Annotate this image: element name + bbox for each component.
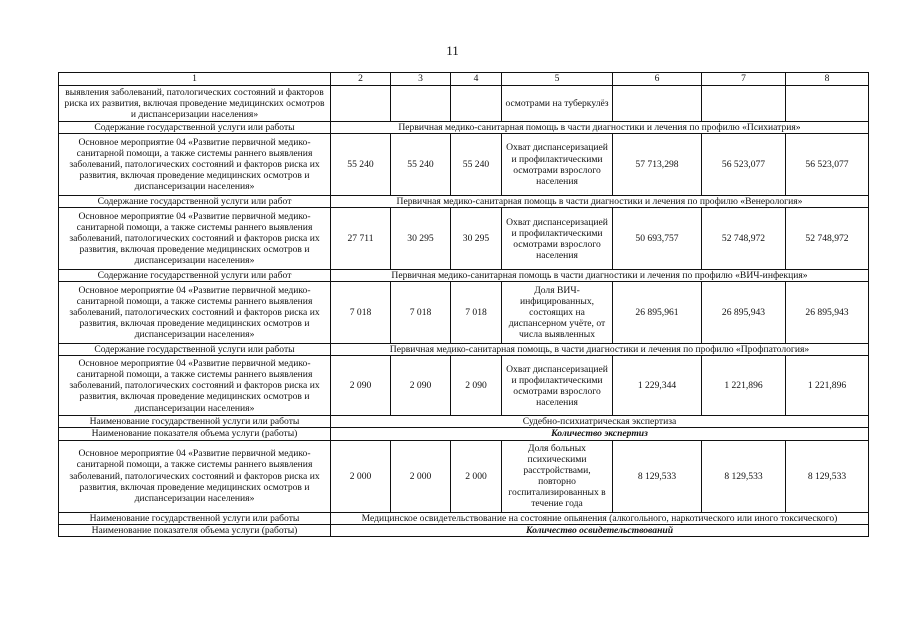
- value-col2: 2 000: [331, 440, 391, 512]
- section-title: Первичная медико-санитарная помощь в части диагностики и лечения по профилю «Венерология»: [331, 196, 869, 208]
- volume-indicator-label: Наименование показателя объема услуги (работы): [59, 428, 331, 440]
- value-col3: 2 000: [391, 440, 451, 512]
- section-title: Первичная медико-санитарная помощь в части диагностики и лечения по профилю «Психиатрия»: [331, 122, 869, 134]
- measure-description: Основное мероприятие 04 «Развитие первичной медико-санитарной помощи, а также системы раннего выявления заболеваний, патологических состояний и факторов риска их развития, включая проведение медицинских осмотров и диспансеризации населения»: [59, 356, 331, 416]
- col-header-6: 6: [613, 73, 702, 86]
- section-label: Содержание государственной услуги или работ: [59, 270, 331, 282]
- value-col4: 7 018: [451, 282, 502, 344]
- service-name-value: Медицинское освидетельствование на состояние опьянения (алкогольного, наркотического или иного токсического): [331, 512, 869, 524]
- value-col8: 26 895,943: [786, 282, 869, 344]
- value-col4: 2 000: [451, 440, 502, 512]
- continuation-row: [59, 86, 869, 122]
- value-col6: 26 895,961: [613, 282, 702, 344]
- value-col2: 55 240: [331, 134, 391, 196]
- measure-description: Основное мероприятие 04 «Развитие первичной медико-санитарной помощи, а также системы раннего выявления заболеваний, патологических состояний и факторов риска их развития, включая проведение медицинских осмотров и диспансеризации населения»: [59, 134, 331, 196]
- empty-cell: [451, 86, 502, 122]
- col-header-8: 8: [786, 73, 869, 86]
- value-col6: 50 693,757: [613, 208, 702, 270]
- value-col6: 8 129,533: [613, 440, 702, 512]
- measure-row: [59, 208, 869, 270]
- value-col3: 55 240: [391, 134, 451, 196]
- section-label: Содержание государственной услуги или работ: [59, 196, 331, 208]
- col-header-7: 7: [702, 73, 786, 86]
- value-col3: 30 295: [391, 208, 451, 270]
- section-title: Первичная медико-санитарная помощь, в части диагностики и лечения по профилю «Профпатология»: [331, 344, 869, 356]
- value-col4: 2 090: [451, 356, 502, 416]
- service-name-label: Наименование государственной услуги или работы: [59, 512, 331, 524]
- section-title: Первичная медико-санитарная помощь в части диагностики и лечения по профилю «ВИЧ-инфекция»: [331, 270, 869, 282]
- value-col4: 55 240: [451, 134, 502, 196]
- volume-indicator-label: Наименование показателя объема услуги (работы): [59, 524, 331, 536]
- service-name-row: [59, 512, 869, 524]
- service-name-row: [59, 416, 869, 428]
- value-col2: 27 711: [331, 208, 391, 270]
- indicator-cell: осмотрами на туберкулёз: [502, 86, 613, 122]
- measure-description: Основное мероприятие 04 «Развитие первичной медико-санитарной помощи, а также системы раннего выявления заболеваний, патологических состояний и факторов риска их развития, включая проведение медицинских осмотров и диспансеризации населения»: [59, 440, 331, 512]
- measure-description: Основное мероприятие 04 «Развитие первичной медико-санитарной помощи, а также системы раннего выявления заболеваний, патологических состояний и факторов риска их развития, включая проведение медицинских осмотров и диспансеризации населения»: [59, 282, 331, 344]
- value-col2: 2 090: [331, 356, 391, 416]
- value-col3: 7 018: [391, 282, 451, 344]
- value-col7: 26 895,943: [702, 282, 786, 344]
- value-col7: 1 221,896: [702, 356, 786, 416]
- col-header-1: 1: [59, 73, 331, 86]
- budget-table: [58, 72, 869, 537]
- service-name-value: Судебно-психиатрическая экспертиза: [331, 416, 869, 428]
- value-col7: 52 748,972: [702, 208, 786, 270]
- col-header-4: 4: [451, 73, 502, 86]
- value-col7: 56 523,077: [702, 134, 786, 196]
- measure-row: [59, 356, 869, 416]
- section-header-row: [59, 270, 869, 282]
- section-header-row: [59, 196, 869, 208]
- section-label: Содержание государственной услуги или работы: [59, 122, 331, 134]
- value-col6: 57 713,298: [613, 134, 702, 196]
- value-col6: 1 229,344: [613, 356, 702, 416]
- page-number: 11: [446, 43, 459, 58]
- empty-cell: [786, 86, 869, 122]
- volume-indicator-value: Количество экспертиз: [331, 428, 869, 440]
- indicator-cell: Доля ВИЧ-инфицированных, состоящих на диспансерном учёте, от числа выявленных: [502, 282, 613, 344]
- section-label: Содержание государственной услуги или работы: [59, 344, 331, 356]
- column-header-row: [59, 73, 869, 86]
- value-col8: 8 129,533: [786, 440, 869, 512]
- measure-description: Основное мероприятие 04 «Развитие первичной медико-санитарной помощи, а также системы раннего выявления заболеваний, патологических состояний и факторов риска их развития, включая проведение медицинских осмотров и диспансеризации населения»: [59, 208, 331, 270]
- measure-row: [59, 440, 869, 512]
- empty-cell: [391, 86, 451, 122]
- measure-row: [59, 282, 869, 344]
- indicator-cell: Охват диспансеризацией и профилактическими осмотрами взрослого населения: [502, 134, 613, 196]
- volume-indicator-row: [59, 428, 869, 440]
- value-col7: 8 129,533: [702, 440, 786, 512]
- col-header-3: 3: [391, 73, 451, 86]
- measure-row: [59, 134, 869, 196]
- section-header-row: [59, 122, 869, 134]
- section-header-row: [59, 344, 869, 356]
- value-col8: 1 221,896: [786, 356, 869, 416]
- indicator-cell: Охват диспансеризацией и профилактическими осмотрами взрослого населения: [502, 208, 613, 270]
- col-header-5: 5: [502, 73, 613, 86]
- volume-indicator-row: [59, 524, 869, 536]
- service-name-label: Наименование государственной услуги или работы: [59, 416, 331, 428]
- indicator-cell: Доля больных психическими расстройствами, повторно госпитализированных в течение года: [502, 440, 613, 512]
- value-col2: 7 018: [331, 282, 391, 344]
- continuation-description: выявления заболеваний, патологических состояний и факторов риска их развития, включая проведение медицинских осмотров и диспансеризации населения»: [59, 86, 331, 122]
- value-col8: 52 748,972: [786, 208, 869, 270]
- value-col3: 2 090: [391, 356, 451, 416]
- value-col4: 30 295: [451, 208, 502, 270]
- empty-cell: [702, 86, 786, 122]
- col-header-2: 2: [331, 73, 391, 86]
- empty-cell: [613, 86, 702, 122]
- indicator-cell: Охват диспансеризацией и профилактическими осмотрами взрослого населения: [502, 356, 613, 416]
- empty-cell: [331, 86, 391, 122]
- value-col8: 56 523,077: [786, 134, 869, 196]
- volume-indicator-value: Количество освидетельствований: [331, 524, 869, 536]
